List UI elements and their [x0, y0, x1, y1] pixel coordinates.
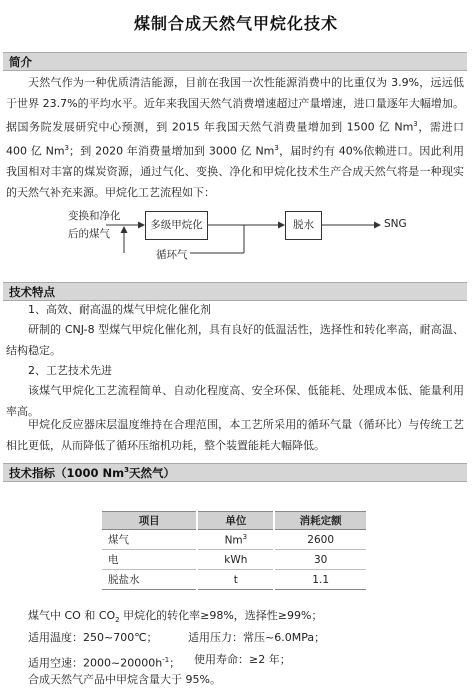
- consumption-table: [102, 511, 366, 590]
- table-header-unit: 单位: [197, 512, 274, 530]
- temperature-text: 适用温度：250~700℃；: [28, 631, 158, 644]
- page-title: 煤制合成天然气甲烷化技术: [133, 14, 338, 33]
- table-cell-item: 煤气: [102, 530, 197, 550]
- table-cell-unit: Nm$^3$: [197, 530, 274, 550]
- section-header-intro: [3, 52, 467, 71]
- table-cell-unit: kWh: [197, 550, 274, 570]
- feature-2-text: 该煤气甲烷化工艺流程简单、自动化程度高、安全环保、低能耗、处理成本低、能量利用率高。: [6, 384, 464, 418]
- section-title: 技术特点: [9, 285, 55, 299]
- feature-2-title: 2、工艺技术先进: [28, 364, 112, 377]
- table-header-value: 消耗定额: [274, 512, 366, 530]
- table-row: [102, 530, 366, 550]
- feature-2-text-2: 甲烷化反应器床层温度维持在合理范围，本工艺所采用的循环气量（循环比）与传统工艺相比更低，从而降低了循环压缩机功耗，整个装置能耗大幅降低。: [6, 418, 464, 452]
- conversion-rate-text: 煤气中 CO 和 $CO_2$ 甲烷化的转化率≥98%，选择性≥99%；: [28, 609, 323, 625]
- section-header-features: [3, 282, 467, 301]
- space-velocity-text: 适用空速：$2000\sim 20000h^{-1}$；: [28, 656, 181, 670]
- table-cell-value: 2600: [274, 530, 366, 550]
- pressure-text: 适用压力：常压~6.0MPa；: [188, 631, 326, 644]
- flow-box-methanation: 多级甲烷化: [145, 211, 208, 240]
- process-flow-diagram: [40, 204, 440, 268]
- section-title: 技术指标（1000 Nm$^3$天然气）: [9, 466, 175, 480]
- flow-recycle-label: 循环气: [156, 249, 188, 261]
- feature-1-text: 研制的 CNJ-8 型煤气甲烷化催化剂，具有良好的低温活性，选择性和转化率高，耐高温、结构稳定。: [6, 323, 464, 357]
- table-cell-value: 1.1: [274, 570, 366, 590]
- flow-input-label-1: 变换和净化: [68, 210, 121, 222]
- table-cell-value: 30: [274, 550, 366, 570]
- table-cell-item: 脱盐水: [102, 570, 197, 590]
- flow-output-label: SNG: [384, 218, 407, 230]
- table-row: [102, 570, 366, 590]
- table-header-row: [102, 512, 366, 530]
- flow-input-label-2: 后的煤气: [68, 228, 110, 240]
- methane-content-text: 合成天然气产品中甲烷含量大于 95%。: [28, 673, 221, 686]
- table-cell-unit: t: [197, 570, 274, 590]
- table-row: [102, 550, 366, 570]
- intro-paragraph: 天然气作为一种优质清洁能源，目前在我国一次性能源消费中的比重仅为 3.9%，远远低于世界 23.7%的平均水平。近年来我国天然气消费增速超过产量增速，进口量逐年大幅增加。据国务院发展研究中心预测，到 2015 年我国天然气消费量增加到 1500 亿 Nm$^3$，需进口 400 亿 Nm$^3$；到 2020 年消费量增加到 3000 亿 Nm$^3$，届时约有 40%依赖进口。因此利用我国相对丰富的煤炭资源，通过气化、变换、净化和甲烷化技术生产合成天然气将是一种现实的天然气补充来源。甲烷化工艺流程如下：: [6, 76, 464, 199]
- feature-1-title: 1、高效、耐高温的煤气甲烷化催化剂: [28, 303, 211, 316]
- table-cell-item: 电: [102, 550, 197, 570]
- section-header-indicators: [3, 463, 467, 482]
- flow-box-dehydration: 脱水: [285, 211, 322, 240]
- table-header-item: 项目: [102, 512, 197, 530]
- section-title: 简介: [9, 55, 32, 69]
- service-life-text: 使用寿命：≥2 年；: [194, 653, 291, 666]
